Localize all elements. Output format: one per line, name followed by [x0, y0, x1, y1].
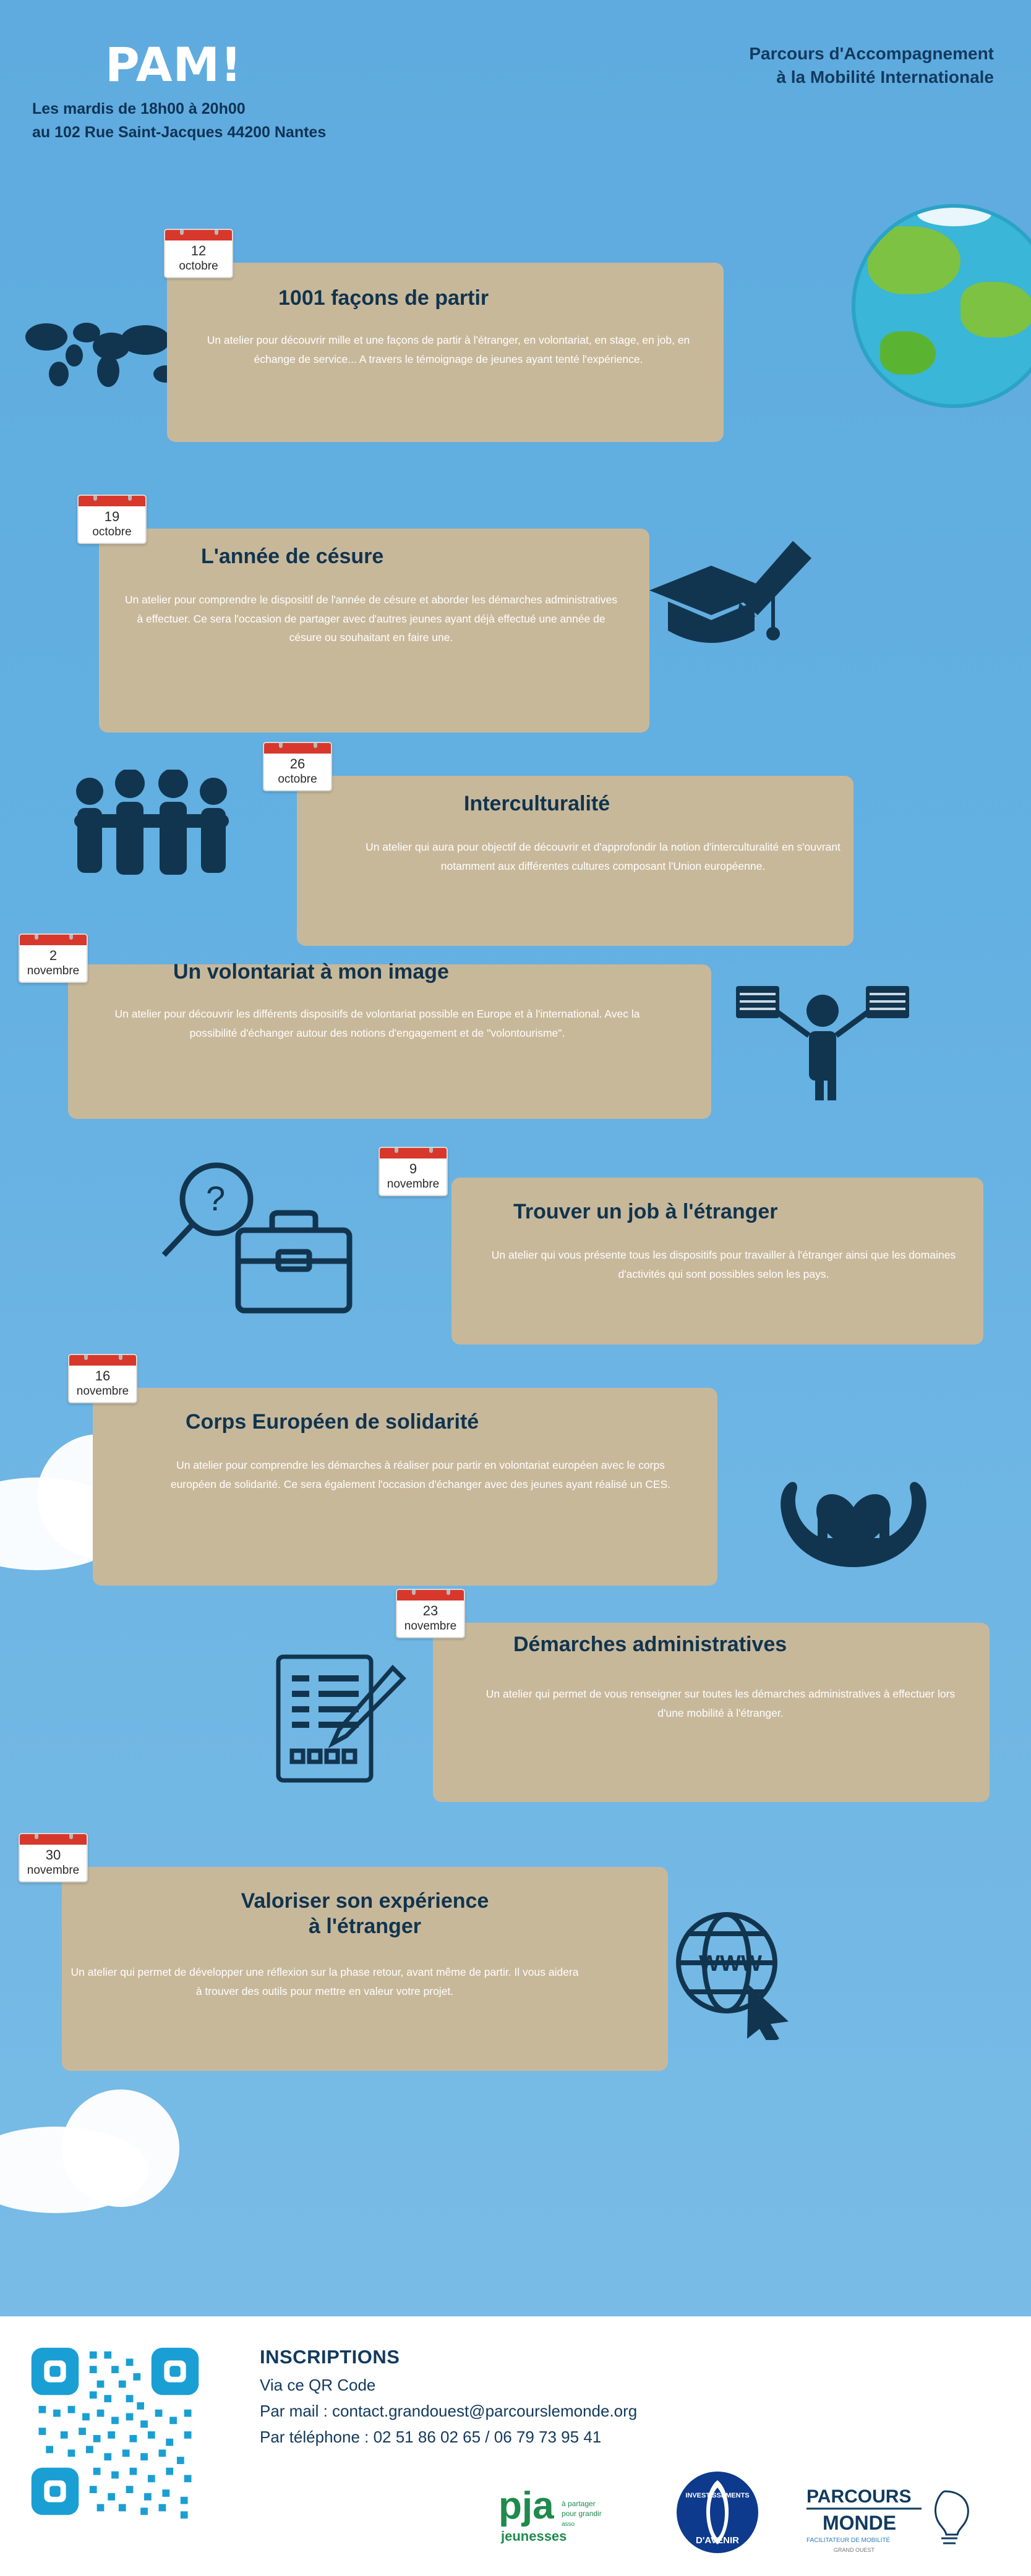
session-date-2: [77, 495, 147, 544]
session-title-8-line-1: Valoriser son expérience: [241, 1889, 489, 1913]
subtitle-line-2: à la Mobilité Internationale: [776, 67, 994, 87]
session-text-7: Un atelier qui permet de vous renseigner sur toutes les démarches administratives à effectuer lors d'une mobilité à l'étranger.: [486, 1688, 956, 1719]
inscription-phone-line: Par téléphone : 02 51 86 02 65 / 06 79 73 95 41: [260, 2428, 602, 2446]
calendar-month-1: octobre: [179, 260, 218, 273]
calendar-day-4: 2: [49, 948, 58, 963]
calendar-month-6: novembre: [76, 1385, 129, 1398]
inscriptions-title: INSCRIPTIONS: [260, 2346, 400, 2368]
session-date-8: [19, 1833, 88, 1882]
inscription-qr-line: Via ce QR Code: [260, 2376, 376, 2394]
calendar-top-8: [20, 1834, 87, 1845]
svg-text:asso: asso: [562, 2521, 575, 2528]
www-globe-cursor-icon: [656, 1898, 810, 2040]
globe-illustration-icon: [852, 204, 1031, 408]
session-date-4: [19, 933, 88, 983]
calendar-day-2: 19: [104, 509, 120, 524]
calendar-top-2: [79, 496, 145, 506]
svg-text:WWW: WWW: [699, 1950, 762, 1976]
session-text-2: Un atelier pour comprendre le dispositif de l'année de césure et aborder les démarches administratives à effectuer. Ce sera l'occasion de partager avec d'autres jeunes ayant déjà effectué une année de césure ou souhaitant en faire une.: [124, 593, 618, 644]
schedule-line-1: Les mardis de 18h00 à 20h00: [32, 100, 246, 117]
svg-text:à partager: à partager: [562, 2499, 596, 2508]
calendar-day-7: 23: [422, 1603, 438, 1618]
session-text-3: Un atelier qui aura pour objectif de découvrir et d'approfondir la notion d'interculturalité en s'ouvrant notamment aux différentes cultures composant l'Union européenne.: [366, 841, 841, 872]
calendar-month-5: novembre: [387, 1178, 440, 1191]
session-title-1: 1001 façons de partir: [278, 286, 489, 310]
session-title-8-line-2: à l'étranger: [309, 1914, 421, 1938]
calendar-month-3: octobre: [278, 773, 317, 786]
subtitle-line-1: Parcours d'Accompagnement: [749, 44, 994, 63]
calendar-day-1: 12: [190, 243, 207, 258]
calendar-top-7: [397, 1590, 464, 1600]
session-text-8: Un atelier qui permet de développer une réflexion sur la phase retour, avant même de partir. Il vous aidera à trouver des outils pour mettre en valeur votre projet.: [71, 1966, 579, 1997]
svg-text:GRAND OUEST: GRAND OUEST: [834, 2547, 875, 2553]
calendar-day-5: 9: [409, 1161, 417, 1176]
svg-text:D'AVENIR: D'AVENIR: [696, 2535, 739, 2546]
svg-text:MONDE: MONDE: [823, 2512, 897, 2534]
poster-header: [0, 25, 1031, 185]
calendar-month-4: novembre: [27, 964, 80, 977]
partner-logos: [495, 2468, 977, 2561]
calendar-day-3: 26: [289, 756, 306, 772]
session-date-1: [164, 229, 233, 278]
session-text-6: Un atelier pour comprendre les démarches à réaliser pour partir en volontariat européen avec le corps européen de solidarité. Ce sera également l'occasion d'échanger avec des jeunes ayant réalisé un CES.: [170, 1459, 671, 1490]
inscription-mail-line: Par mail : contact.grandouest@parcourslemonde.org: [260, 2402, 638, 2420]
svg-text:FACILITATEUR DE MOBILITÉ: FACILITATEUR DE MOBILITÉ: [806, 2537, 891, 2544]
session-title-4: Un volontariat à mon image: [173, 960, 449, 984]
graduation-cap-pencil-icon: [631, 522, 816, 689]
brand-title: PAM!: [105, 37, 242, 92]
svg-text:?: ?: [206, 1179, 226, 1218]
session-text-1: Un atelier pour découvrir mille et une façons de partir à l'étranger, en volontariat, en stage, en job, en échange de service... A travers le témoignage de jeunes ayant tenté l'expérience.: [207, 334, 690, 365]
session-title-6: Corps Européen de solidarité: [186, 1410, 479, 1434]
svg-text:PARCOURS: PARCOURS: [806, 2486, 912, 2507]
calendar-month-2: octobre: [92, 525, 132, 538]
calendar-day-6: 16: [95, 1368, 111, 1384]
svg-text:pour grandir: pour grandir: [562, 2509, 602, 2518]
session-title-8: [136, 1889, 594, 1939]
session-date-5: [379, 1147, 448, 1196]
qr-code[interactable]: [22, 2339, 208, 2524]
document-pen-icon: [260, 1644, 414, 1799]
session-title-7: Démarches administratives: [513, 1633, 787, 1656]
session-date-6: [68, 1354, 137, 1403]
session-text-4: Un atelier pour découvrir les différents dispositifs de volontariat possible en Europe et à l'international. Avec la possibilité d'échanger autour des notions d'engagement et de "volontourisme".: [114, 1008, 640, 1039]
calendar-day-8: 30: [45, 1847, 61, 1863]
calendar-top-5: [380, 1148, 447, 1158]
poster-subtitle: [610, 42, 994, 89]
calendar-top-4: [20, 935, 87, 945]
session-date-7: [396, 1589, 465, 1638]
investissements-avenir-logo: [659, 2468, 776, 2557]
footer: [0, 2316, 1031, 2576]
calendar-top-1: [165, 230, 232, 240]
svg-text:INVESTISSEMENTS: INVESTISSEMENTS: [685, 2492, 750, 2499]
session-text-5: Un atelier qui vous présente tous les dispositifs pour travailler à l'étranger ainsi que les domaines d'activités qui sont possibles selon les pays.: [491, 1249, 956, 1280]
people-group-icon: [62, 770, 241, 887]
parcours-le-monde-logo: [798, 2473, 977, 2556]
schedule-info: [32, 98, 326, 144]
info-jeunes-logo: [495, 2474, 637, 2554]
calendar-top-6: [69, 1355, 136, 1366]
svg-text:pja: pja: [498, 2485, 554, 2527]
person-flags-icon: [730, 977, 915, 1100]
briefcase-magnifier-icon: [158, 1156, 362, 1329]
hands-heart-icon: [767, 1434, 940, 1576]
calendar-top-3: [264, 743, 331, 754]
calendar-month-7: novembre: [404, 1620, 457, 1633]
info-jeunes-logo-text: jeunesses: [501, 2528, 567, 2544]
schedule-line-2: au 102 Rue Saint-Jacques 44200 Nantes: [32, 123, 327, 141]
session-title-5: Trouver un job à l'étranger: [513, 1200, 778, 1223]
session-title-3: Interculturalité: [464, 792, 610, 815]
session-title-2: L'année de césure: [201, 545, 384, 568]
session-date-3: [263, 742, 332, 791]
calendar-month-8: novembre: [27, 1864, 80, 1877]
